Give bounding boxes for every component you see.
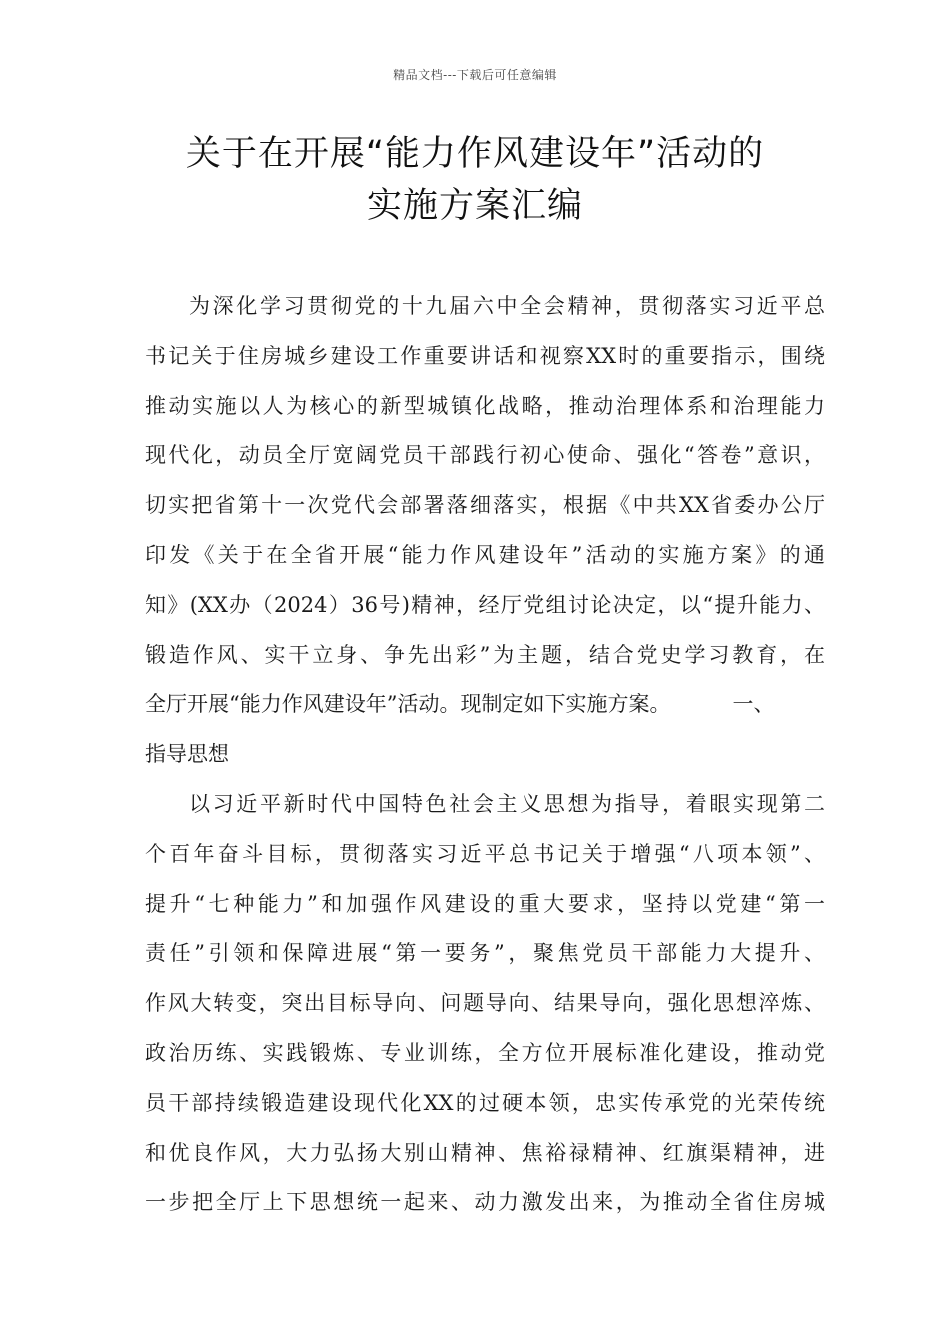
- paragraph-line: 一步把全厅上下思想统一起来、动力激发出来，为推动全省住房城: [145, 1190, 825, 1215]
- paragraph-line: 政治历练、实践锻炼、专业训练，全方位开展标准化建设，推动党: [145, 1040, 825, 1065]
- paragraph-line: [145, 680, 825, 730]
- paragraph-line: 印发《关于在全省开展“能力作风建设年”活动的实施方案》的通: [145, 542, 825, 567]
- paragraph-line: 推动实施以人为核心的新型城镇化战略，推动治理体系和治理能力: [145, 393, 825, 418]
- header-note: 精品文档---下载后可任意编辑: [393, 68, 557, 82]
- paragraph-line: 个百年奋斗目标，贯彻落实习近平总书记关于增强“八项本领”、: [145, 841, 825, 866]
- paragraph-line: 现代化，动员全厅宽阔党员干部践行初心使命、强化“答卷”意识，: [145, 443, 825, 468]
- section-number: 一、: [732, 692, 775, 717]
- title-line-1: 关于在开展“能力作风建设年”活动的: [185, 134, 765, 174]
- title-line-2: 实施方案汇编: [366, 186, 583, 226]
- paragraph-line: 和优良作风，大力弘扬大别山精神、焦裕禄精神、红旗渠精神，进: [145, 1140, 825, 1165]
- paragraph-line: 作风大转变，突出目标导向、问题导向、结果导向，强化思想淬炼、: [145, 991, 825, 1016]
- paragraph-line: 知》(XX办（2024）36号)精神，经厅党组讨论决定，以“提升能力、: [145, 592, 825, 617]
- paragraph-line: 员干部持续锻造建设现代化XX的过硬本领，忠实传承党的光荣传统: [145, 1090, 825, 1115]
- paragraph-line: 以习近平新时代中国特色社会主义思想为指导，着眼实现第二: [189, 791, 825, 816]
- paragraph-line: 责任”引领和保障进展“第一要务”，聚焦党员干部能力大提升、: [145, 941, 825, 966]
- document-body: [145, 282, 825, 1228]
- paragraph-line: 提升“七种能力”和加强作风建设的重大要求，坚持以党建“第一: [145, 891, 825, 916]
- paragraph-line: 锻造作风、实干立身、争先出彩”为主题，结合党史学习教育，在: [145, 642, 825, 667]
- document-title: [100, 128, 850, 232]
- section-heading: 指导思想: [145, 742, 229, 767]
- paragraph-line: 为深化学习贯彻党的十九届六中全会精神，贯彻落实习近平总: [189, 294, 825, 318]
- paragraph-line: 书记关于住房城乡建设工作重要讲话和视察XX时的重要指示，围绕: [145, 343, 825, 368]
- paragraph-line: 切实把省第十一次党代会部署落细落实，根据《中共XX省委办公厅: [145, 493, 825, 518]
- paragraph-text: 全厅开展“能力作风建设年”活动。现制定如下实施方案。: [145, 692, 671, 717]
